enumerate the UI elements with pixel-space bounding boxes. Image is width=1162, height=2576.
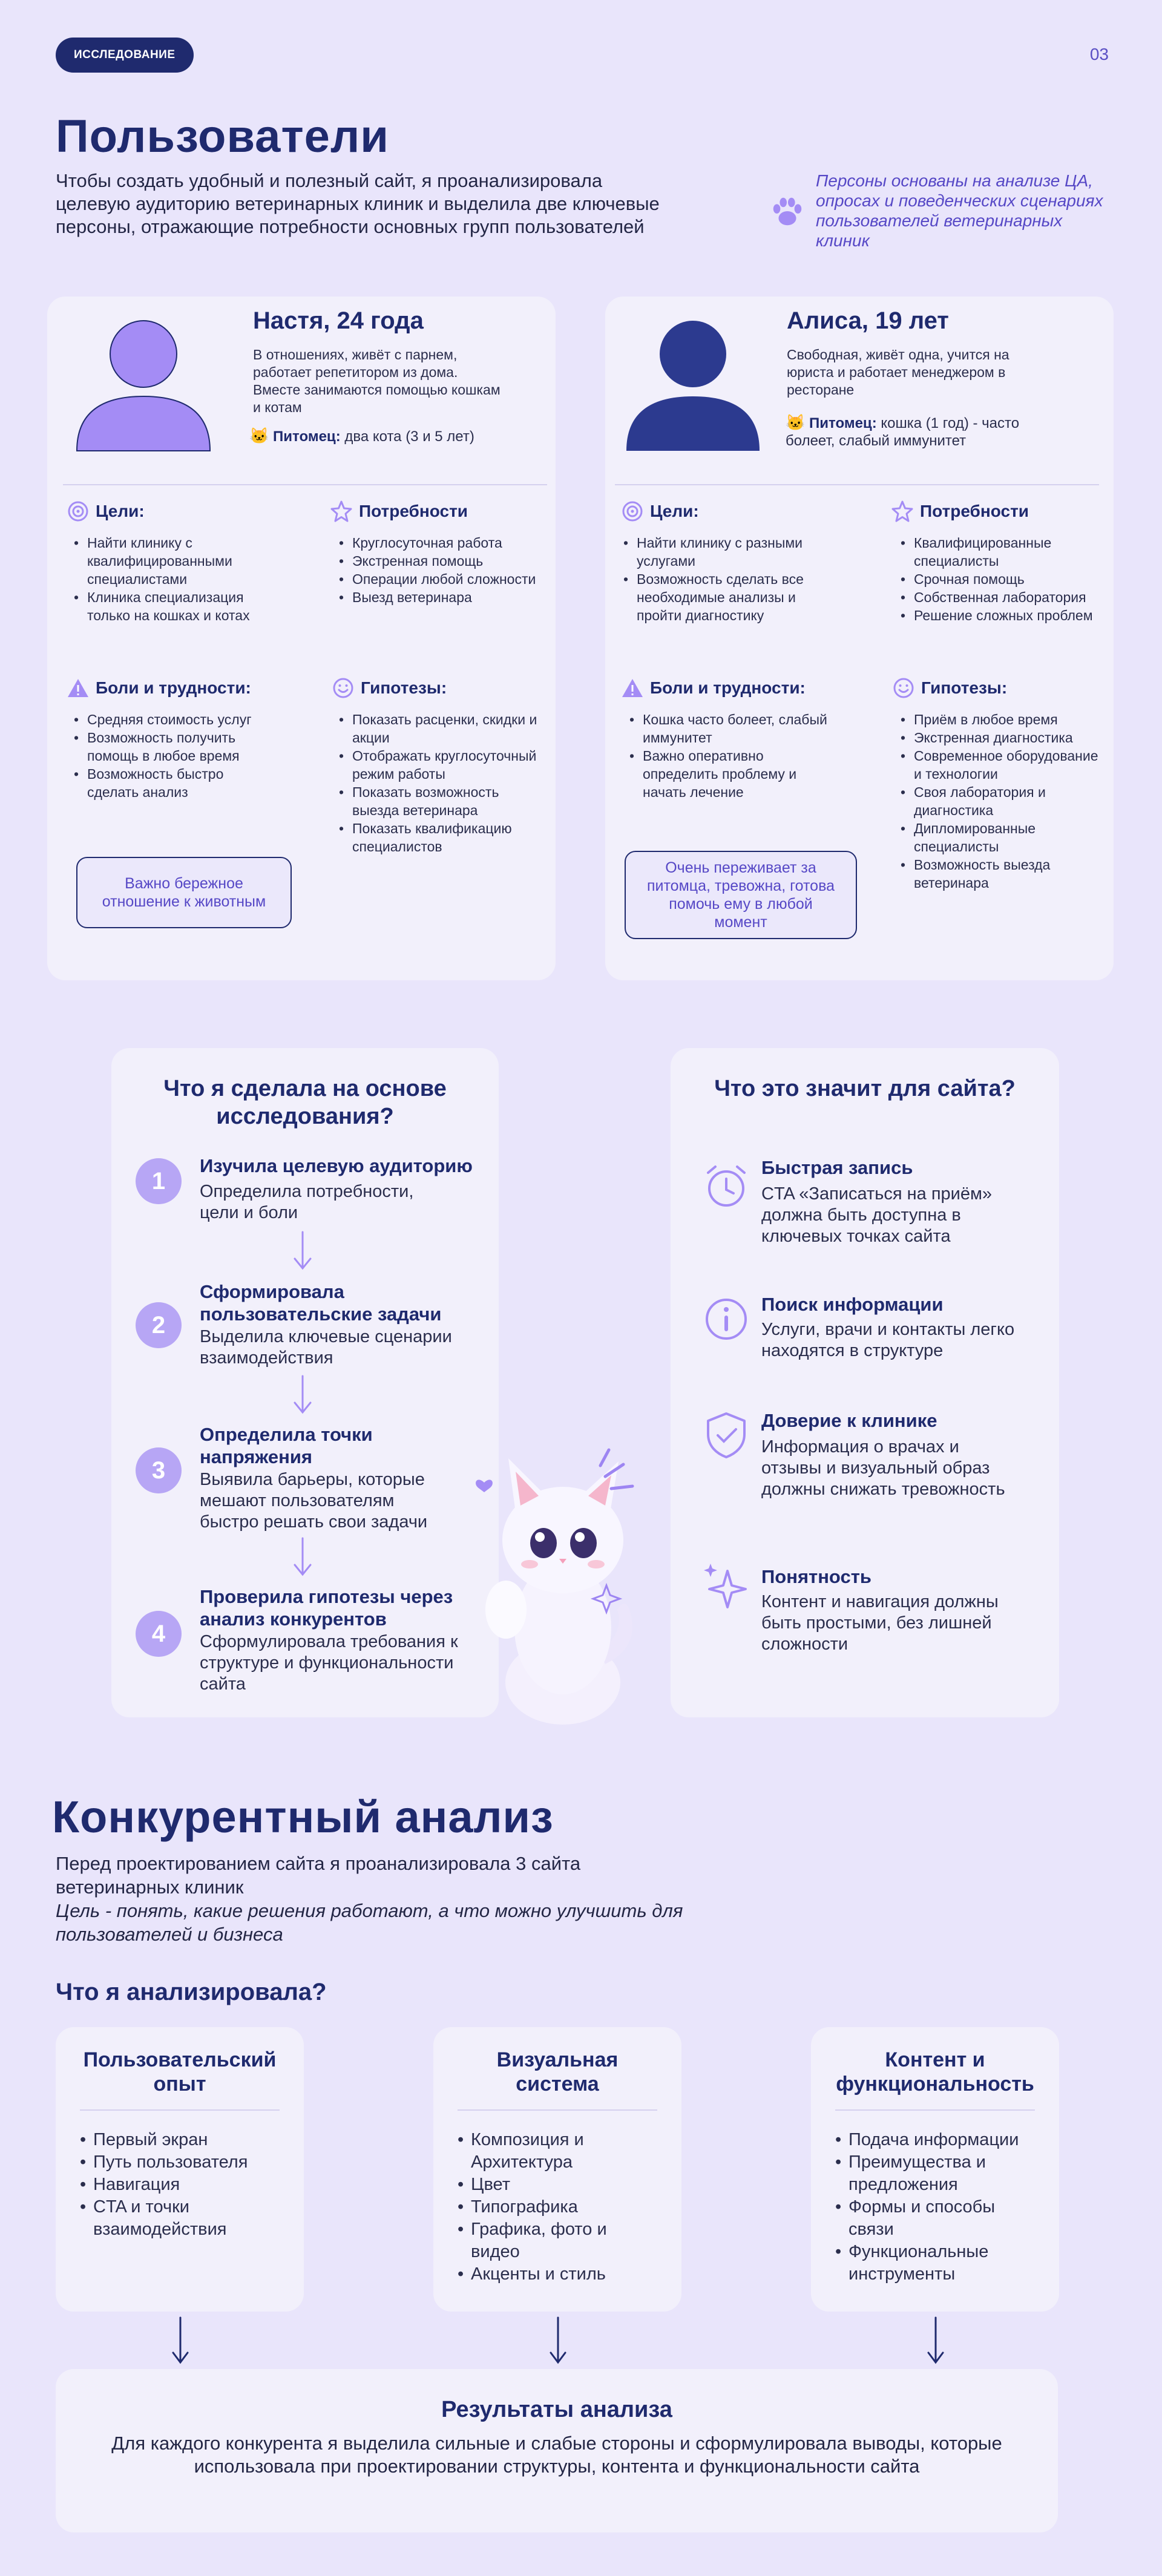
persona-name: Настя, 24 года: [253, 307, 424, 334]
step-description: Сформулировала требования к структуре и функциональности сайта: [200, 1632, 458, 1694]
pains-heading: Боли и трудности:: [67, 677, 251, 700]
list-item: • Клиника специализация только на кошках и котах: [74, 588, 280, 624]
list-item: • Решение сложных проблем: [901, 606, 1112, 624]
info-icon: [702, 1295, 750, 1343]
step-title: Проверила гипотезы через анализ конкурентов: [200, 1586, 453, 1630]
list-item: • Операции любой сложности: [339, 570, 539, 588]
step-number: 2: [136, 1302, 182, 1348]
meaning-item-title: Быстрая запись: [761, 1157, 913, 1178]
step-number: 1: [136, 1158, 182, 1204]
goals-heading: Цели:: [67, 500, 145, 523]
persona-pet: [249, 427, 516, 445]
shield-check-icon: [702, 1410, 750, 1461]
list-item: • Композиция и Архитектура: [458, 2129, 639, 2174]
users-intro: Чтобы создать удобный и полезный сайт, я проанализировала целевую аудиторию ветеринарных клиник и выделила две ключевые персоны, отражающие потребности основных групп пользователей: [56, 170, 660, 237]
pet-label: Питомец:: [809, 415, 877, 431]
section-tag: ИССЛЕДОВАНИЕ: [56, 38, 194, 73]
persona-quote: Важно бережное отношение к животным: [76, 857, 292, 928]
persona-name: Алиса, 19 лет: [787, 307, 949, 334]
warning-icon: [67, 677, 90, 700]
persona-quote: Очень переживает за питомца, тревожна, готова помочь ему в любой момент: [625, 851, 857, 939]
avatar: [74, 315, 213, 454]
list-item: • Функциональные инструменты: [835, 2241, 1035, 2286]
step-number: 3: [136, 1447, 182, 1493]
list-item: • Срочная помощь: [901, 570, 1112, 588]
alarm-clock-icon: [702, 1162, 750, 1210]
arrow-down-icon: [925, 2316, 947, 2365]
list-item: • Подача информации: [835, 2129, 1035, 2151]
list-item: • Навигация: [80, 2174, 304, 2196]
meaning-item-title: Доверие к клинике: [761, 1410, 937, 1431]
list-item: • Найти клинику с разными услугами: [623, 534, 829, 570]
competitors-title: Конкурентный анализ: [52, 1792, 554, 1842]
analysis-card-list: [80, 2129, 304, 2241]
analysis-subtitle: Что я анализировала?: [56, 1979, 327, 2005]
step-description: Выявила барьеры, которые мешают пользователям быстро решать свои задачи: [200, 1470, 428, 1532]
list-item: • Возможность выезда ветеринара: [901, 856, 1106, 892]
hypotheses-list: [339, 710, 539, 856]
smile-icon: [332, 677, 355, 700]
list-item: • Возможность получить помощь в любое время: [74, 729, 274, 765]
meaning-item-title: Поиск информации: [761, 1294, 944, 1315]
list-item: • Собственная лаборатория: [901, 588, 1112, 606]
hypotheses-list: [901, 710, 1106, 892]
goals-list: [74, 534, 280, 624]
list-item: • Показать возможность выезда ветеринара: [339, 783, 539, 819]
meaning-item-description: Контент и навигация должны быть простыми, без лишней сложности: [761, 1592, 999, 1654]
list-item: • Путь пользователя: [80, 2151, 304, 2174]
paw-icon: [769, 192, 806, 230]
analysis-card-title: Визуальная система: [458, 2048, 657, 2111]
analysis-card-title: Пользовательский опыт: [80, 2048, 280, 2111]
competitors-goal: Цель - понять, какие решения работают, а что можно улучшить для пользователей и бизнеса: [56, 1900, 683, 1945]
list-item: • Экстренная помощь: [339, 552, 539, 570]
list-item: • Дипломированные специалисты: [901, 819, 1106, 856]
list-item: • CTA и точки взаимодействия: [80, 2196, 304, 2241]
cat-illustration: [466, 1428, 648, 1725]
list-item: • Возможность быстро сделать анализ: [74, 765, 274, 801]
meaning-title: Что это значит для сайта?: [714, 1076, 1016, 1101]
arrow-down-icon: [547, 2316, 569, 2365]
arrow-down-icon: [169, 2316, 191, 2365]
step-title: Сформировала пользовательские задачи: [200, 1281, 442, 1325]
list-item: • Средняя стоимость услуг: [74, 710, 274, 729]
arrow-down-icon: [292, 1537, 313, 1577]
analysis-card: [56, 2027, 304, 2312]
star-icon: [330, 500, 353, 523]
analysis-card-title: Контент и функциональность: [835, 2048, 1035, 2111]
needs-heading: Потребности: [891, 500, 1029, 523]
divider: [63, 484, 547, 485]
warning-icon: [621, 677, 644, 700]
target-icon: [621, 500, 644, 523]
cat-icon: 🐱: [786, 413, 806, 431]
list-item: • Экстренная диагностика: [901, 729, 1106, 747]
star-icon: [891, 500, 914, 523]
process-title: Что я сделала на основе исследования?: [163, 1076, 447, 1129]
list-item: • Кошка часто болеет, слабый иммунитет: [629, 710, 835, 747]
needs-list: [901, 534, 1112, 624]
list-item: • Найти клинику с квалифицированными специалистами: [74, 534, 280, 588]
list-item: • Графика, фото и видео: [458, 2218, 639, 2263]
list-item: • Квалифицированные специалисты: [901, 534, 1112, 570]
sparkle-icon: [700, 1561, 752, 1613]
list-item: • Своя лаборатория и диагностика: [901, 783, 1106, 819]
step-description: Определила потребности, цели и боли: [200, 1182, 414, 1222]
goals-heading: Цели:: [621, 500, 699, 523]
pet-value: кошка (1 год) - часто болеет, слабый иммунитет: [786, 415, 1020, 449]
arrow-down-icon: [292, 1231, 313, 1271]
divider: [615, 484, 1099, 485]
pet-label: Питомец:: [273, 428, 341, 445]
list-item: • Типографика: [458, 2196, 639, 2218]
results-title: Результаты анализа: [441, 2397, 672, 2422]
step-title: Определила точки напряжения: [200, 1424, 373, 1467]
list-item: • Возможность сделать все необходимые анализы и пройти диагностику: [623, 570, 829, 624]
goals-list: [623, 534, 829, 624]
step-number: 4: [136, 1611, 182, 1657]
list-item: • Преимущества и предложения: [835, 2151, 1035, 2196]
list-item: • Современное оборудование и технологии: [901, 747, 1106, 783]
analysis-card-list: [835, 2129, 1035, 2286]
list-item: • Показать квалификацию специалистов: [339, 819, 539, 856]
list-item: • Цвет: [458, 2174, 639, 2196]
needs-heading: Потребности: [330, 500, 468, 523]
arrow-down-icon: [292, 1375, 313, 1415]
pains-heading: Боли и трудности:: [621, 677, 806, 700]
needs-list: [339, 534, 539, 606]
results-card: [56, 2369, 1058, 2532]
step-description: Выделила ключевые сценарии взаимодействия: [200, 1327, 452, 1368]
hypotheses-heading: Гипотезы:: [892, 677, 1007, 700]
step-title: Изучила целевую аудиторию: [200, 1155, 473, 1176]
analysis-card-list: [458, 2129, 639, 2286]
smile-icon: [892, 677, 915, 700]
list-item: • Приём в любое время: [901, 710, 1106, 729]
persona-description: Свободная, живёт одна, учится на юриста и работает менеджером в ресторане: [787, 347, 1009, 398]
meaning-item-title: Понятность: [761, 1566, 872, 1587]
list-item: • Акценты и стиль: [458, 2263, 639, 2286]
list-item: • Формы и способы связи: [835, 2196, 1035, 2241]
cat-icon: 🐱: [249, 427, 269, 445]
list-item: • Круглосуточная работа: [339, 534, 539, 552]
page-number: 03: [1089, 45, 1109, 64]
analysis-card: [811, 2027, 1059, 2312]
list-item: • Отображать круглосуточный режим работы: [339, 747, 539, 783]
list-item: • Важно оперативно определить проблему и начать лечение: [629, 747, 835, 801]
list-item: • Выезд ветеринара: [339, 588, 539, 606]
pains-list: [629, 710, 835, 801]
personas-note: Персоны основаны на анализе ЦА, опросах и поведенческих сценариях пользователей ветеринарных клиник: [816, 171, 1103, 250]
meaning-item-description: Информация о врачах и отзывы и визуальный образ должны снижать тревожность: [761, 1437, 1005, 1499]
list-item: • Первый экран: [80, 2129, 304, 2151]
pains-list: [74, 710, 274, 801]
persona-description: В отношениях, живёт с парнем, работает репетитором из дома. Вместе занимаются помощью кошкам и котам: [253, 347, 501, 415]
avatar: [623, 315, 763, 454]
meaning-item-description: CTA «Записаться на приём» должна быть доступна в ключевых точках сайта: [761, 1184, 993, 1246]
users-title: Пользователи: [56, 111, 389, 162]
competitors-intro-text: Перед проектированием сайта я проанализировала 3 сайта ветеринарных клиник: [56, 1853, 581, 1898]
meaning-item-description: Услуги, врачи и контакты легко находятся в структуре: [761, 1320, 1015, 1360]
results-text: Для каждого конкурента я выделила сильные и слабые стороны и сформулировала выводы, которые использовала при проектировании структуры, контента и функциональности сайта: [111, 2433, 1002, 2477]
target-icon: [67, 500, 90, 523]
analysis-card: [433, 2027, 681, 2312]
competitors-intro: [56, 1852, 697, 1946]
list-item: • Показать расценки, скидки и акции: [339, 710, 539, 747]
persona-pet: [786, 414, 1070, 450]
pet-value: два кота (3 и 5 лет): [344, 428, 474, 445]
hypotheses-heading: Гипотезы:: [332, 677, 447, 700]
